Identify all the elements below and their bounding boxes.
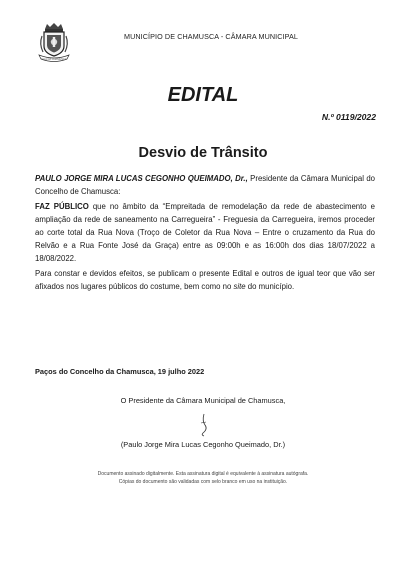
place-and-date: Paços do Concelho da Chamusca, 19 julho 2022 bbox=[35, 367, 205, 376]
document-number: N.º 0119/2022 bbox=[321, 112, 376, 122]
letterhead bbox=[36, 22, 386, 62]
paragraph-2-text: que no âmbito da “Empreitada de remodelação da rede de abastecimento e ampliação da rede de saneamento na Carregueira” - Freguesia da Carregueira, iremos proceder ao corte total da Rua Nova (Troço de Coletor da Rua Nova – Entre o cruzamento da Rua do Relvão e a Rua Fonte José da Graça) entre as 09:00h e as 16:00h dos dias 18/07/2022 a 18/08/2022. bbox=[35, 202, 375, 263]
signer-title: O Presidente da Câmara Municipal de Chamusca, bbox=[120, 396, 286, 405]
paragraph-1 bbox=[35, 172, 375, 198]
signer-name: (Paulo Jorge Mira Lucas Cegonho Queimado, Dr.) bbox=[120, 440, 286, 449]
institution-name: MUNICÍPIO DE CHAMUSCA - CÂMARA MUNICIPAL bbox=[124, 32, 298, 41]
paragraph-3-end: do município. bbox=[245, 282, 295, 291]
digital-signature-note bbox=[0, 470, 406, 486]
footnote-line-2: Cópias do documento são validadas com selo branco em uso na instituição. bbox=[118, 479, 288, 485]
handwritten-signature bbox=[196, 413, 212, 437]
footnote-line-1: Documento assinado digitalmente. Esta assinatura digital é equivalente à assinatura autógrafa. bbox=[97, 471, 309, 477]
paragraph-1-text: Presidente da Câmara Municipal do Concelho de Chamusca: bbox=[35, 174, 375, 196]
document-title: EDITAL bbox=[167, 84, 239, 106]
crest-caption: VILA DA CHAMUSCA bbox=[41, 58, 67, 61]
paragraph-3-text: Para constar e devidos efeitos, se publicam o presente Edital e outros de igual teor que vão ser afixados nos lugares públicos do costume, bem como no bbox=[35, 269, 375, 291]
president-name: PAULO JORGE MIRA LUCAS CEGONHO QUEIMADO, Dr., bbox=[35, 174, 248, 183]
paragraph-2 bbox=[35, 200, 375, 265]
paragraph-3 bbox=[35, 267, 375, 293]
municipal-crest-icon bbox=[36, 22, 72, 62]
announcement-lead: FAZ PÚBLICO bbox=[35, 202, 89, 211]
document-subtitle: Desvio de Trânsito bbox=[138, 145, 268, 161]
document-body bbox=[35, 172, 375, 295]
site-word: site bbox=[233, 282, 246, 291]
